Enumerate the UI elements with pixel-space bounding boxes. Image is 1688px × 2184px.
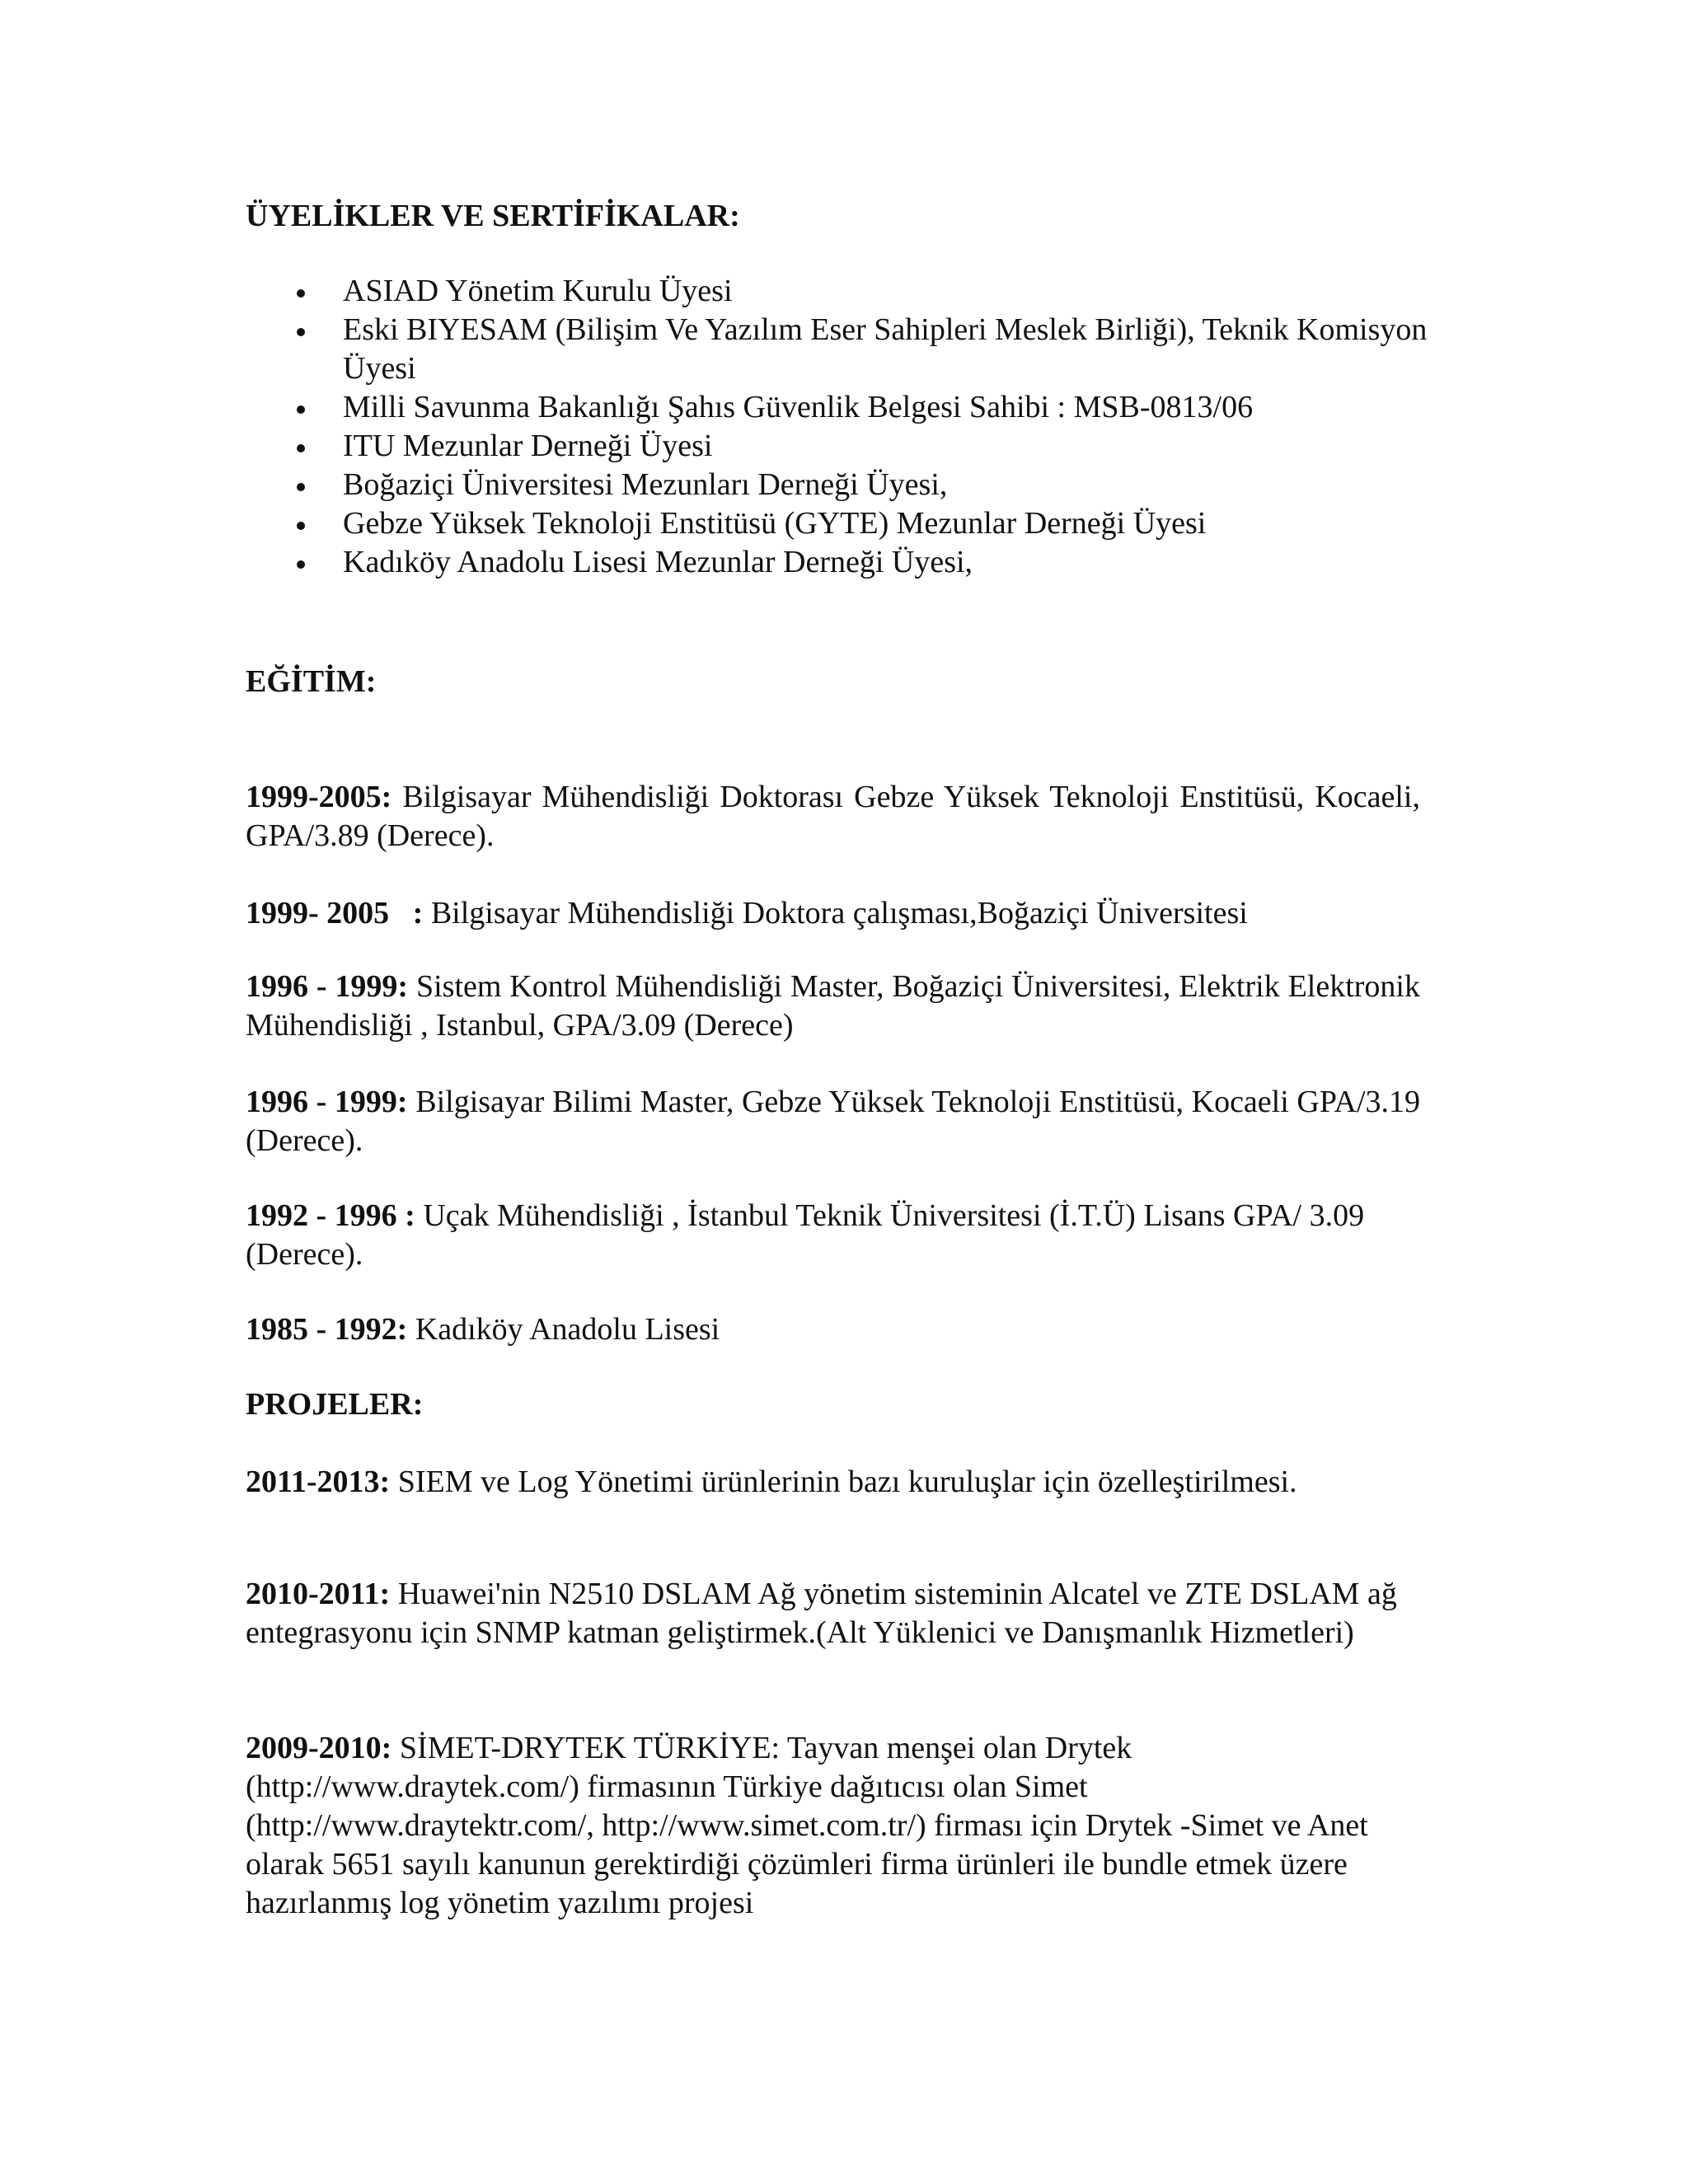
education-entry: 1996 - 1999: Bilgisayar Bilimi Master, Gebze Yüksek Teknoloji Enstitüsü, Kocaeli GPA/3.19 (Derece).	[246, 1085, 1421, 1158]
bullet-icon	[297, 522, 305, 530]
bullet-icon	[297, 483, 305, 491]
projects-heading: PROJELER:	[246, 1387, 424, 1422]
education-heading: EĞİTİM:	[246, 664, 377, 699]
project-entry: 2009-2010: SİMET-DRYTEK TÜRKİYE: Tayvan menşei olan Drytek (http://www.draytek.com/) firmasının Türkiye dağıtıcısı olan Simet (http://www.draytektr.com/, http://www.simet.com.tr/) firması için Drytek -Simet ve Anet olarak 5651 sayılı kanunun gerektirdiği çözümleri firma ürünleri ile bundle etmek üzere hazırlanmış log yönetim yazılımı projesi	[246, 1731, 1368, 1920]
bullet-icon	[297, 289, 305, 298]
education-entry: 1999-2005: Bilgisayar Mühendisliği Doktorası Gebze Yüksek Teknoloji Enstitüsü, Kocaeli, GPA/3.89 (Derece).	[246, 780, 1420, 853]
list-item: Kadıköy Anadolu Lisesi Mezunlar Derneği Üyesi,	[246, 543, 1441, 582]
list-item: Eski BIYESAM (Bilişim Ve Yazılım Eser Sahipleri Meslek Birliği), Teknik Komisyon Üyesi	[246, 311, 1441, 388]
list-item: ASIAD Yönetim Kurulu Üyesi	[246, 272, 1441, 311]
bullet-icon	[297, 405, 305, 414]
memberships-list	[246, 272, 1441, 582]
list-item: ITU Mezunlar Derneği Üyesi	[246, 427, 1441, 466]
bullet-icon	[297, 560, 305, 569]
education-entry: 1985 - 1992: Kadıköy Anadolu Lisesi	[246, 1312, 720, 1347]
education-entry: 1996 - 1999: Sistem Kontrol Mühendisliği Master, Boğaziçi Üniversitesi, Elektrik Elektronik Mühendisliği , Istanbul, GPA/3.09 (Derece)	[246, 969, 1420, 1043]
list-item: Milli Savunma Bakanlığı Şahıs Güvenlik Belgesi Sahibi : MSB-0813/06	[246, 388, 1441, 427]
list-item: Gebze Yüksek Teknoloji Enstitüsü (GYTE) Mezunlar Derneği Üyesi	[246, 504, 1441, 543]
project-entry: 2011-2013: SIEM ve Log Yönetimi ürünlerinin bazı kuruluşlar için özelleştirilmesi.	[246, 1465, 1297, 1499]
memberships-heading: ÜYELİKLER VE SERTİFİKALAR:	[246, 199, 740, 233]
list-item: Boğaziçi Üniversitesi Mezunları Derneği Üyesi,	[246, 466, 1441, 504]
bullet-icon	[297, 328, 305, 336]
education-entry: 1999- 2005 : Bilgisayar Mühendisliği Doktora çalışması,Boğaziçi Üniversitesi	[246, 896, 1248, 930]
bullet-icon	[297, 444, 305, 452]
education-entry: 1992 - 1996 : Uçak Mühendisliği , İstanbul Teknik Üniversitesi (İ.T.Ü) Lisans GPA/ 3.09 (Derece).	[246, 1198, 1365, 1272]
project-entry: 2010-2011: Huawei'nin N2510 DSLAM Ağ yönetim sisteminin Alcatel ve ZTE DSLAM ağ entegrasyonu için SNMP katman geliştirmek.(Alt Yüklenici ve Danışmanlık Hizmetleri)	[246, 1577, 1397, 1650]
